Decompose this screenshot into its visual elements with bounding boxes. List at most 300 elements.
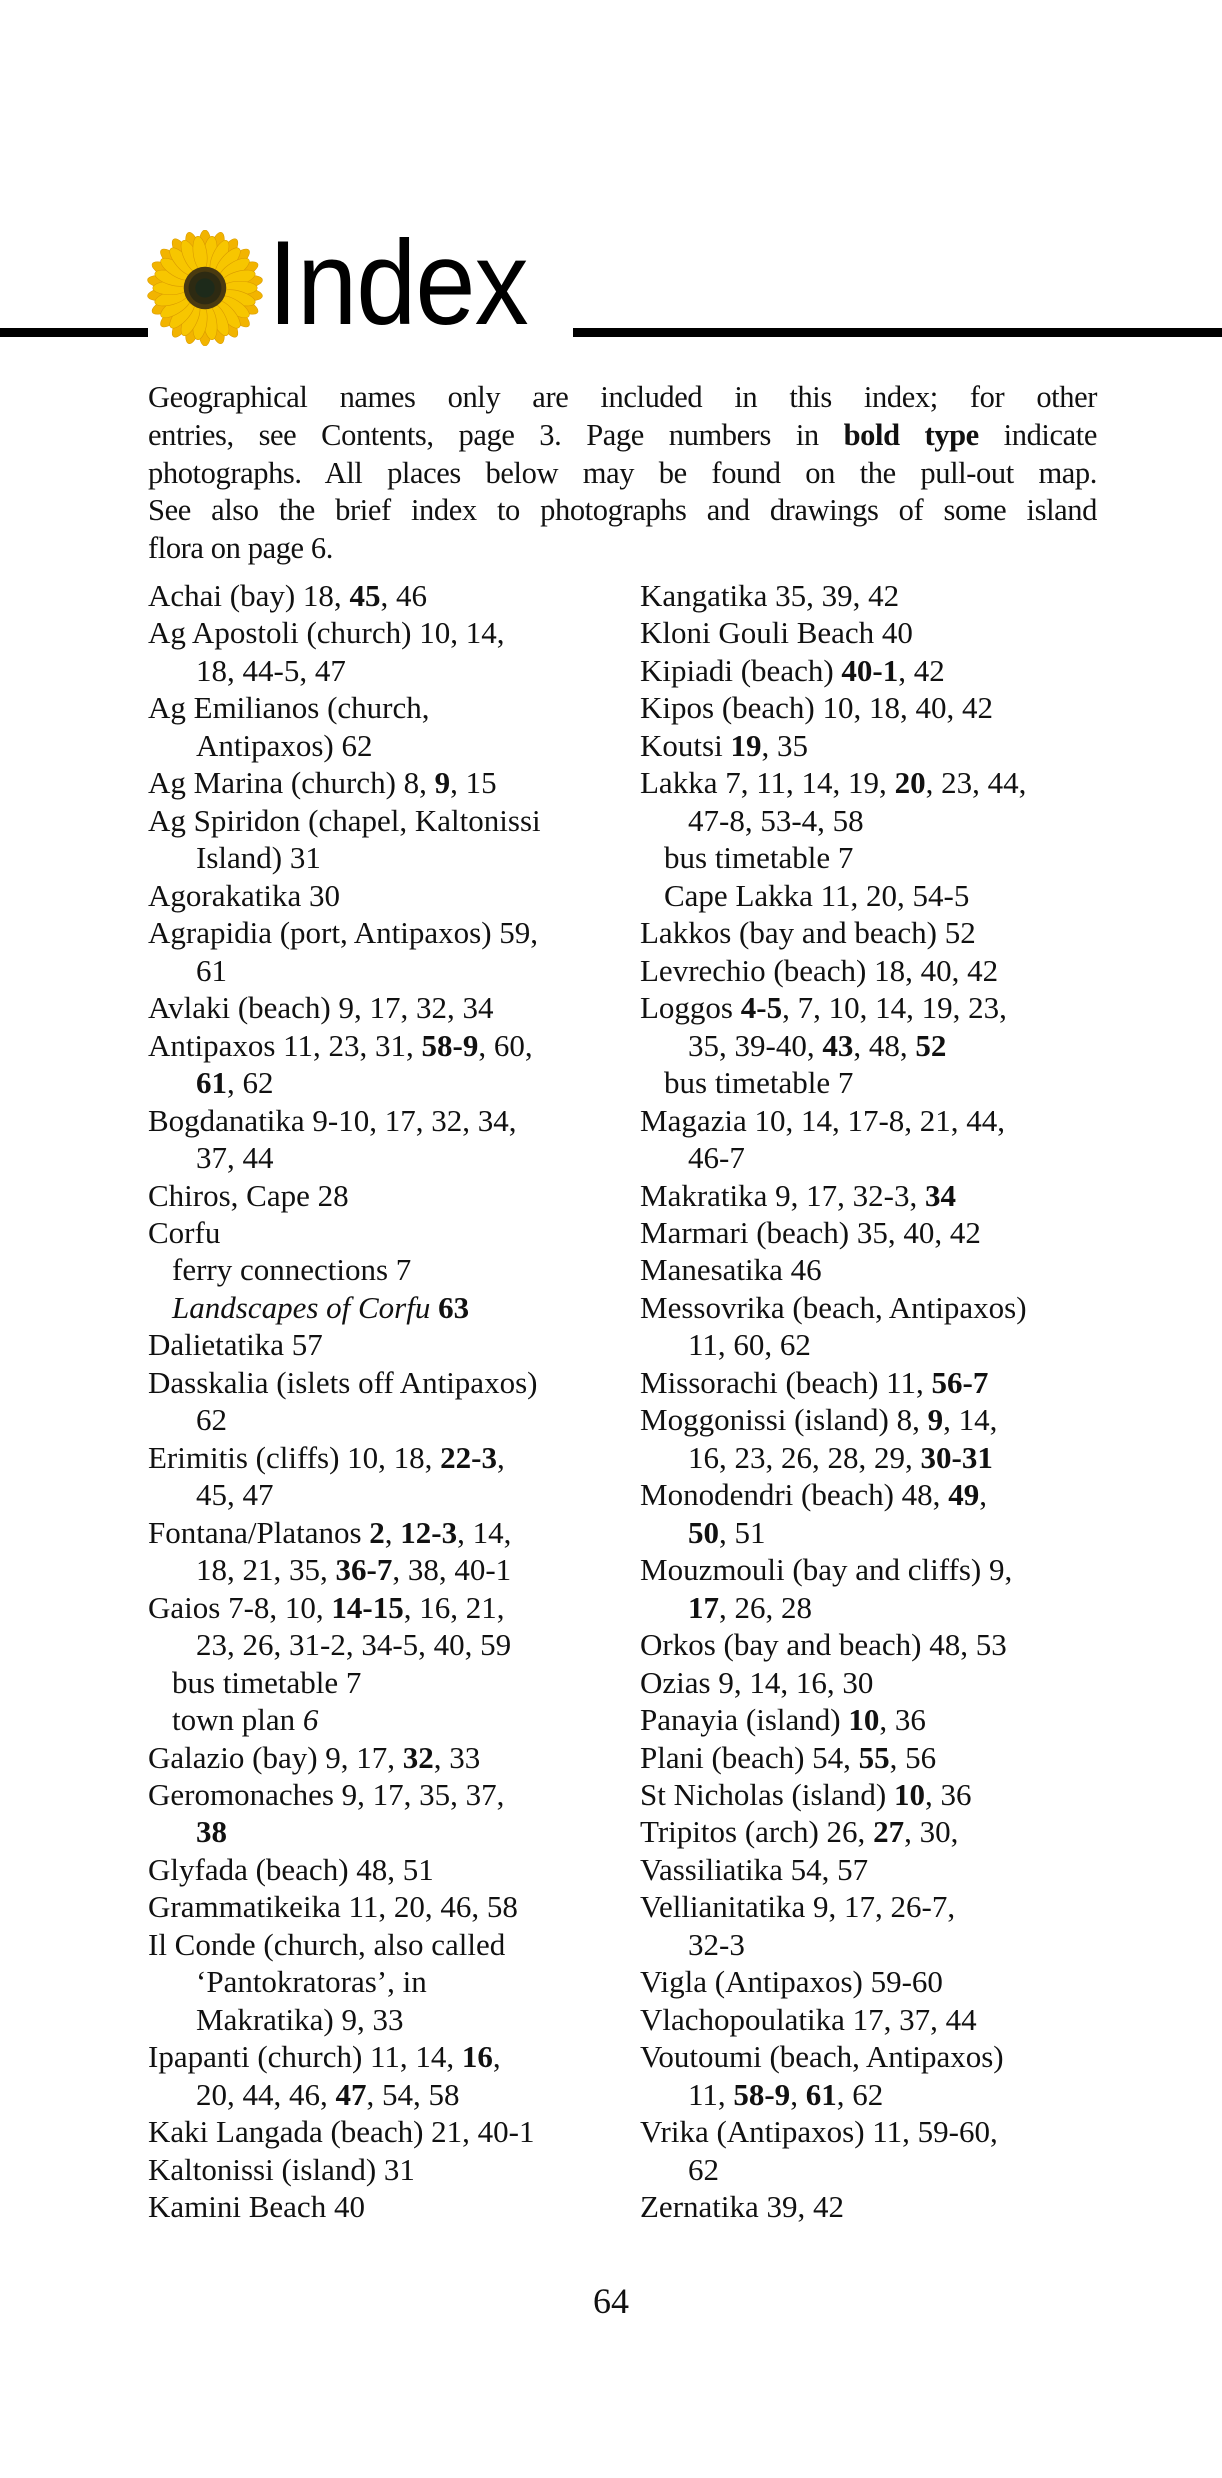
index-entry [148, 2151, 628, 2188]
entry-text: 46-7 [688, 1140, 745, 1176]
entry-line [640, 1289, 1120, 1326]
entry-line [148, 2188, 628, 2225]
entry-text: Antipaxos 11, 23, 31, [148, 1027, 422, 1063]
entry-text: Achai (bay) 18, [148, 578, 350, 613]
entry-line [640, 2188, 1120, 2225]
entry-text [430, 1290, 438, 1325]
entry-text: Erimitis (cliffs) 10, 18, [148, 1439, 441, 1475]
entry-text: Ag Spiridon (chapel, Kaltonissi [148, 802, 541, 838]
entry-text: Grammatikeika 11, 20, 46, 58 [148, 1889, 518, 1925]
entry-text: Bogdanatika 9-10, 17, 32, 34, [148, 1102, 517, 1138]
entry-text: Missorachi (beach) 11, [640, 1364, 932, 1400]
entry-text: Kamini Beach 40 [148, 2189, 365, 2225]
entry-line [640, 1251, 1120, 1288]
entry-line [640, 727, 1120, 764]
entry-text: Lakka 7, 11, 14, 19, [640, 765, 895, 801]
entry-line [640, 1888, 1120, 1925]
entry-line [148, 1177, 628, 1214]
entry-line [640, 577, 1120, 614]
index-entry [640, 1401, 1120, 1476]
entry-text: Kipiadi (beach) [640, 652, 842, 688]
entry-text: Il Conde (church, also called [148, 1926, 506, 1962]
entry-line [640, 1401, 1120, 1438]
entry-continuation-line [148, 1813, 628, 1850]
entry-text: , 35 [761, 727, 808, 763]
index-entry [148, 689, 628, 764]
entry-line [640, 652, 1120, 689]
entry-continuation-line [148, 1551, 628, 1588]
entry-line [640, 764, 1120, 801]
index-entry [640, 1851, 1120, 1888]
entry-text: Kipos (beach) 10, 18, 40, 42 [640, 690, 993, 726]
entry-text: Geromonaches 9, 17, 35, 37, [148, 1777, 505, 1812]
entry-continuation-line [640, 1926, 1120, 1963]
index-subentry [148, 1289, 628, 1326]
entry-text: 23, 26, 31-2, 34-5, 40, 59 [196, 1627, 512, 1663]
photo-page-ref: 19 [730, 727, 762, 763]
entry-line [148, 614, 628, 651]
index-entry [148, 2038, 628, 2113]
entry-text: 11, 60, 62 [688, 1327, 811, 1363]
index-entry [640, 1963, 1120, 2000]
index-entry [148, 2188, 628, 2225]
entry-text: , 16, 21, [403, 1589, 505, 1625]
entry-line [640, 1664, 1120, 1701]
italic-ref: 6 [302, 1702, 319, 1738]
photo-page-ref: 12-3 [400, 1514, 458, 1550]
entry-line [640, 1364, 1120, 1401]
entry-text: Glyfada (beach) 48, 51 [148, 1851, 434, 1887]
entry-text: Geographical names only are included in this index; for other [148, 380, 1097, 414]
index-subentry [148, 1701, 628, 1738]
photo-page-ref: 22-3 [440, 1439, 497, 1475]
entry-text: Makratika 9, 17, 32-3, [640, 1177, 925, 1213]
entry-text: Panayia (island) [640, 1702, 849, 1738]
entry-line [640, 1064, 1120, 1101]
entry-text: , [384, 1514, 401, 1550]
entry-text: Agorakatika 30 [148, 877, 340, 913]
index-entry [148, 2113, 628, 2150]
entry-text: Kaki Langada (beach) 21, 40-1 [148, 2114, 535, 2150]
entry-text: Tripitos (arch) 26, [640, 1814, 874, 1850]
entry-text: St Nicholas (island) [640, 1777, 894, 1812]
photo-page-ref: 45 [349, 578, 381, 613]
entry-text: , 62 [227, 1065, 274, 1101]
entry-continuation-line [640, 1589, 1120, 1626]
photo-page-ref: 9 [434, 765, 451, 801]
entry-continuation-line [640, 2151, 1120, 2188]
entry-text: 18, 44-5, 47 [196, 652, 346, 688]
entry-text: Ag Emilianos (church, [148, 690, 430, 726]
entry-line [640, 1701, 1120, 1738]
intro-line [148, 530, 1097, 568]
index-entry [148, 1439, 628, 1514]
index-entry [148, 1364, 628, 1439]
entry-continuation-line [148, 2001, 628, 2038]
index-entry [640, 1177, 1120, 1214]
entry-text: Zernatika 39, 42 [640, 2189, 845, 2225]
photo-page-ref: 58-9 [733, 2076, 791, 2112]
entry-text: , 60, [478, 1027, 533, 1063]
entry-text: Orkos (bay and beach) 48, 53 [640, 1627, 1007, 1663]
index-subentry [148, 1664, 628, 1701]
entry-text: Ozias 9, 14, 16, 30 [640, 1664, 874, 1700]
entry-text: Plani (beach) 54, [640, 1739, 859, 1775]
entry-line [148, 1364, 628, 1401]
entry-text: 20, 44, 46, [196, 2076, 336, 2112]
photo-page-ref: 10 [848, 1702, 880, 1738]
photo-page-ref: 14-15 [331, 1589, 404, 1625]
entry-text: , 51 [719, 1514, 766, 1550]
entry-line [640, 689, 1120, 726]
photo-page-ref: 58-9 [421, 1027, 479, 1063]
entry-text: Corfu [148, 1214, 221, 1250]
photo-page-ref: bold type [843, 417, 979, 452]
entry-continuation-line [148, 727, 628, 764]
index-entry [640, 1102, 1120, 1177]
entry-text: Avlaki (beach) 9, 17, 32, 34 [148, 990, 494, 1026]
entry-text: , 38, 40-1 [392, 1552, 512, 1588]
intro-line [148, 379, 1097, 417]
photo-page-ref: 2 [369, 1514, 385, 1550]
entry-continuation-line [148, 839, 628, 876]
index-entry [640, 727, 1120, 764]
photo-page-ref: 63 [438, 1289, 470, 1325]
photo-page-ref: 56-7 [931, 1364, 989, 1400]
entry-line [148, 1102, 628, 1139]
entry-text: entries, see Contents, page 3. Page numbers in [148, 417, 844, 452]
entry-text: Kangatika 35, 39, 42 [640, 578, 900, 613]
intro-line [148, 455, 1097, 493]
entry-text: Loggos [640, 990, 741, 1026]
italic-ref: Landscapes of Corfu [172, 1289, 431, 1325]
entry-continuation-line [640, 802, 1120, 839]
entry-continuation-line [148, 1476, 628, 1513]
entry-text: Ag Marina (church) 8, [148, 765, 435, 801]
photo-page-ref: 40-1 [841, 652, 899, 688]
index-entry [148, 989, 628, 1026]
entry-text: , 14, [457, 1514, 512, 1550]
entry-continuation-line [640, 1027, 1120, 1064]
entry-text: Fontana/Platanos [148, 1514, 370, 1550]
entry-text: Chiros, Cape 28 [148, 1177, 349, 1213]
entry-text: 37, 44 [196, 1140, 274, 1176]
photo-page-ref: 20 [894, 765, 926, 801]
entry-line [148, 689, 628, 726]
index-entry [640, 577, 1120, 614]
photo-page-ref: 4-5 [740, 990, 783, 1026]
entry-line [148, 914, 628, 951]
entry-line [640, 2038, 1120, 2075]
photo-page-ref: 36-7 [335, 1552, 393, 1588]
entry-text: 18, 21, 35, [196, 1552, 336, 1588]
entry-line [640, 1102, 1120, 1139]
entry-text: , 42 [898, 652, 945, 688]
entry-continuation-line [640, 1514, 1120, 1551]
entry-line [148, 2113, 628, 2150]
entry-text: 45, 47 [196, 1477, 274, 1513]
entry-continuation-line [640, 1439, 1120, 1476]
entry-text: Voutoumi (beach, Antipaxos) [640, 2039, 1004, 2075]
entry-text: Levrechio (beach) 18, 40, 42 [640, 952, 999, 988]
index-column-left [148, 577, 628, 2226]
entry-continuation-line [640, 1139, 1120, 1176]
entry-text: Kloni Gouli Beach 40 [640, 615, 913, 651]
title-rule-left [0, 328, 148, 337]
index-entry [640, 1364, 1120, 1401]
entry-line [640, 2001, 1120, 2038]
index-entry [148, 1177, 628, 1214]
entry-text: Cape Lakka 11, 20, 54-5 [664, 877, 970, 913]
index-entry [148, 1589, 628, 1664]
entry-text: , 48, [853, 1027, 916, 1063]
page-number: 64 [593, 2281, 629, 2321]
index-entry [640, 1776, 1120, 1813]
entry-text: Makratika) 9, 33 [196, 2001, 404, 2037]
entry-line [148, 577, 628, 614]
entry-text: , 7, 10, 14, 19, 23, [782, 990, 1007, 1026]
entry-text: , [497, 1439, 505, 1475]
entry-text: Lakkos (bay and beach) 52 [640, 915, 976, 951]
entry-text: ferry connections 7 [172, 1252, 412, 1288]
entry-continuation-line [148, 1139, 628, 1176]
entry-line [640, 1214, 1120, 1251]
entry-text: , 54, 58 [366, 2076, 460, 2112]
entry-line [640, 1551, 1120, 1588]
entry-line [640, 952, 1120, 989]
intro-line [148, 417, 1097, 455]
flower-center [195, 278, 214, 297]
entry-text: Gaios 7-8, 10, [148, 1589, 332, 1625]
index-entry [148, 914, 628, 989]
index-entry [640, 614, 1120, 651]
index-entry [148, 1214, 628, 1251]
entry-line [148, 1926, 628, 1963]
entry-line [148, 1589, 628, 1626]
entry-line [640, 1776, 1120, 1813]
entry-line [148, 1739, 628, 1776]
index-entry [148, 1888, 628, 1925]
entry-line [148, 1326, 628, 1363]
entry-text: Vassiliatika 54, 57 [640, 1851, 869, 1887]
entry-continuation-line [148, 1626, 628, 1663]
entry-text: See also the brief index to photographs and drawings of some island [148, 493, 1097, 528]
entry-text: Island) 31 [196, 840, 321, 876]
entry-continuation-line [148, 2076, 628, 2113]
entry-text: , 23, 44, [925, 765, 1027, 801]
entry-text: ‘Pantokratoras’, in [196, 1964, 427, 2000]
entry-line [148, 764, 628, 801]
entry-line [640, 989, 1120, 1026]
entry-text: , 33 [433, 1739, 481, 1775]
page-title: Index [268, 216, 528, 350]
entry-text: Antipaxos) 62 [196, 727, 373, 763]
entry-text: Monodendri (beach) 48, [640, 1477, 949, 1513]
entry-line [640, 914, 1120, 951]
photo-page-ref: 30-31 [920, 1439, 993, 1475]
entry-text: bus timetable 7 [664, 1065, 854, 1101]
photo-page-ref: 27 [873, 1814, 905, 1850]
index-entry [148, 802, 628, 877]
photo-page-ref: 10 [894, 1777, 925, 1812]
entry-text: 62 [196, 1402, 227, 1438]
entry-line [148, 1776, 628, 1813]
index-entry [148, 1926, 628, 2038]
entry-line [640, 2113, 1120, 2150]
entry-line [148, 802, 628, 839]
index-subentry [640, 839, 1120, 876]
index-entry [640, 1739, 1120, 1776]
entry-text: , 56 [889, 1739, 937, 1775]
entry-line [148, 877, 628, 914]
photo-page-ref: 47 [335, 2076, 367, 2112]
entry-text: 32-3 [688, 1926, 745, 1962]
entry-text: photographs. All places below may be found on the pull-out map. [148, 455, 1097, 490]
entry-text: Koutsi [640, 727, 731, 763]
index-entry [148, 877, 628, 914]
entry-line [148, 1664, 628, 1701]
entry-line [148, 1439, 628, 1476]
entry-line [640, 1813, 1120, 1850]
entry-text: 16, 23, 26, 28, 29, [688, 1439, 921, 1475]
entry-text: Dasskalia (islets off Antipaxos) [148, 1364, 538, 1400]
index-column-right [640, 577, 1120, 2226]
index-entry [148, 1027, 628, 1102]
entry-line [640, 1476, 1120, 1513]
entry-line [640, 1851, 1120, 1888]
entry-text: Manesatika 46 [640, 1252, 822, 1288]
entry-continuation-line [148, 952, 628, 989]
entry-continuation-line [148, 1401, 628, 1438]
photo-page-ref: 61 [805, 2076, 837, 2112]
entry-text: bus timetable 7 [172, 1664, 362, 1700]
entry-line [640, 877, 1120, 914]
entry-continuation-line [640, 1326, 1120, 1363]
entry-text: 61 [196, 952, 227, 988]
entry-text: Messovrika (beach, Antipaxos) [640, 1289, 1027, 1325]
entry-line [640, 1177, 1120, 1214]
photo-page-ref: 16 [461, 2039, 493, 2075]
entry-text: Kaltonissi (island) 31 [148, 2151, 415, 2187]
index-entry [148, 1739, 628, 1776]
index-entry [148, 1102, 628, 1177]
entry-text: town plan [172, 1702, 303, 1738]
entry-text: , 36 [879, 1702, 926, 1738]
entry-line [148, 1214, 628, 1251]
entry-text: Dalietatika 57 [148, 1327, 323, 1363]
photo-page-ref: 32 [402, 1739, 434, 1775]
entry-continuation-line [148, 1963, 628, 2000]
entry-text: , 14, [943, 1402, 998, 1438]
index-entry [640, 1289, 1120, 1364]
index-entry [640, 2113, 1120, 2188]
index-entry [640, 689, 1120, 726]
entry-line [148, 1514, 628, 1551]
entry-continuation-line [148, 1064, 628, 1101]
photo-page-ref: 34 [924, 1177, 956, 1213]
entry-line [148, 1888, 628, 1925]
entry-text: flora on page 6. [148, 531, 333, 566]
index-entry [640, 1626, 1120, 1663]
entry-text: Vlachopoulatika 17, 37, 44 [640, 2001, 977, 2037]
index-entry [640, 1476, 1120, 1551]
index-subentry [148, 1251, 628, 1288]
photo-page-ref: 55 [858, 1739, 890, 1775]
photo-page-ref: 17 [688, 1589, 719, 1625]
index-entry [640, 1214, 1120, 1251]
entry-text: Vellianitatika 9, 17, 26-7, [640, 1889, 956, 1925]
intro-line [148, 492, 1097, 530]
intro-paragraph [148, 379, 1097, 568]
entry-text: Galazio (bay) 9, 17, [148, 1739, 403, 1775]
photo-page-ref: 9 [927, 1402, 944, 1438]
title-rule-right [573, 328, 1222, 337]
index-entry [640, 1701, 1120, 1738]
entry-line [640, 1963, 1120, 2000]
index-entry [640, 989, 1120, 1064]
entry-line [640, 1626, 1120, 1663]
entry-text: , 15 [450, 765, 497, 801]
entry-line [148, 1251, 628, 1288]
photo-page-ref: 52 [915, 1027, 947, 1063]
entry-text: 35, 39-40, [688, 1027, 823, 1063]
index-entry [640, 2188, 1120, 2225]
index-entry [640, 1888, 1120, 1963]
index-entry [640, 1813, 1120, 1850]
entry-line [640, 614, 1120, 651]
photo-page-ref: 49 [948, 1477, 980, 1513]
entry-text: , [979, 1477, 987, 1513]
entry-text: Vrika (Antipaxos) 11, 59-60, [640, 2114, 998, 2150]
entry-continuation-line [148, 652, 628, 689]
entry-line [148, 1701, 628, 1738]
entry-line [640, 1739, 1120, 1776]
index-subentry [640, 877, 1120, 914]
index-entry [148, 1326, 628, 1363]
entry-text: 11, [688, 2076, 734, 2112]
entry-text: 62 [688, 2151, 719, 2187]
entry-text: Ag Apostoli (church) 10, 14, [148, 615, 505, 651]
photo-page-ref: 38 [196, 1814, 227, 1850]
photo-page-ref: 50 [688, 1514, 719, 1550]
entry-text: indicate [978, 417, 1097, 452]
sunflower-icon [146, 230, 264, 346]
index-entry [640, 1251, 1120, 1288]
entry-text: Marmari (beach) 35, 40, 42 [640, 1214, 981, 1250]
index-entry [148, 577, 628, 614]
index-entry [640, 2038, 1120, 2113]
index-entry [640, 652, 1120, 689]
entry-text: , 26, 28 [719, 1589, 812, 1625]
entry-text: , 36 [925, 1777, 972, 1812]
index-entry [640, 1551, 1120, 1626]
index-entry [148, 614, 628, 689]
entry-text: , [492, 2039, 501, 2075]
entry-line [148, 1851, 628, 1888]
index-entry [640, 914, 1120, 951]
entry-text: bus timetable 7 [664, 840, 854, 876]
index-subentry [640, 1064, 1120, 1101]
index-entry [148, 1776, 628, 1851]
entry-text: , 62 [836, 2076, 884, 2112]
entry-text: Mouzmouli (bay and cliffs) 9, [640, 1552, 1013, 1588]
index-entry [640, 952, 1120, 989]
entry-text: Vigla (Antipaxos) 59-60 [640, 1964, 943, 2000]
entry-line [148, 2038, 628, 2075]
index-entry [640, 764, 1120, 839]
index-entry [148, 1851, 628, 1888]
entry-text: 47-8, 53-4, 58 [688, 802, 864, 838]
